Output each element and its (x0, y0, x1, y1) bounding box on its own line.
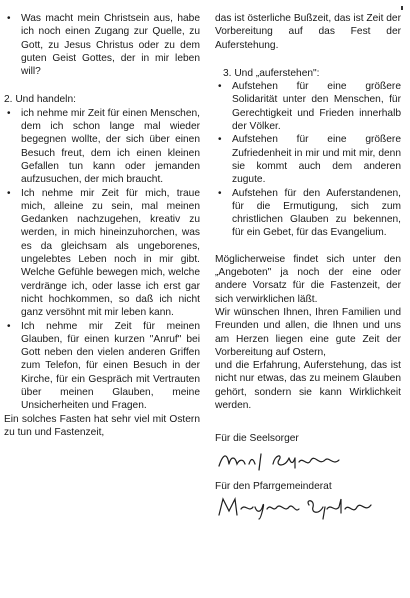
bullet-item-solidarity (215, 80, 401, 133)
bullet-text: Aufstehen für den Auferstandenen, für die Ermutigung, sich zum christlichen Glauben zu bekennen, für ein Gebet, für das Evangelium. (232, 187, 401, 239)
bullet-icon: • (7, 187, 11, 199)
bullet-text: Was macht mein Christsein aus, habe ich noch einen Zugang zur Quelle, zu Gott, zu Jesus Christus oder zu dem guten Geist Gottes, der in mir leben will? (21, 13, 200, 78)
bullet-item-risen (215, 187, 401, 240)
margin-mark (401, 6, 403, 10)
bullet-icon: • (7, 13, 11, 24)
section-heading-3: 3. Und „auferstehen": (223, 67, 320, 79)
bullet-icon: • (218, 81, 222, 93)
paragraph-wishes: Wir wünschen Ihnen, Ihren Familien und Freunden und allen, die Ihnen und uns am Herzen liegen eine gute Zeit der Vorbereitung auf Ostern, (215, 306, 401, 358)
bullet-item-faith (4, 320, 200, 413)
bullet-text: Aufstehen für eine größere Solidarität unter den Menschen, für Gerechtigkeit und Frieden innerhalb der Völker. (232, 81, 401, 133)
bullet-text: Ich nehme mir Zeit für mich, traue mich, alleine zu sein, mal meinen Gedanken nachzugehen, kreativ zu werden, in mich hineinzuhorchen, was es da gleichsam als ungeborenes, ungelebtes Leben noch in mir gibt. Welche Gefühle bewegen mich, welche verdränge ich, oder lasse ich erst gar nicht hochkommen, so daß ich nicht ganz versöhnt mit mir leben kann. (21, 187, 200, 319)
handwritten-signature-clergy (215, 446, 355, 474)
bullet-item-person (4, 107, 200, 187)
left-column (4, 12, 200, 439)
bullet-item-contentment (215, 133, 401, 186)
right-column (215, 12, 401, 521)
bullet-text: Ich nehme mir Zeit für meinen Glauben, für einen kurzen "Anruf" bei Gott neben den vielen anderen Griffen zum Telefon, für einen Besuch in der Kirche, für ein Gespräch mit Vertrauten über meinen Glauben, meine Unsicherheiten und Fragen. (21, 320, 200, 412)
bullet-text: ich nehme mir Zeit für einen Menschen, dem ich schon lange mal wieder begegnen wollte, der sich über einen Besuch freut, dem ich einen kleinen Gefallen tun kann oder jemanden aufzusuchen, der mich braucht. (21, 107, 200, 186)
signature-label-clergy: Für die Seelsorger (215, 433, 299, 445)
closing-sentence: Ein solches Fasten hat sehr viel mit Ostern zu tun und Fastenzeit, (4, 413, 200, 438)
bullet-icon: • (218, 134, 222, 146)
bullet-item-self (4, 187, 200, 320)
bullet-text: Aufstehen für eine größere Zufriedenheit in mir und mit mir, denn sie kommt auch dem anderen zugute. (232, 134, 401, 186)
bullet-icon: • (7, 107, 11, 119)
bullet-item-question (4, 12, 200, 78)
handwritten-signature-council (215, 493, 375, 521)
bullet-icon: • (7, 320, 11, 332)
paragraph-offers: Möglicherweise findet sich unter den „Angeboten" ja noch der eine oder andere Vorsatz für die Fastenzeit, der sich verwirklichen läßt. (215, 253, 401, 305)
bullet-icon: • (218, 187, 222, 199)
paragraph-experience: und die Erfahrung, Auferstehung, das ist nicht nur etwas, das zu meinem Glauben gehört, sondern sie kann Wirklichkeit werden. (215, 360, 401, 412)
signature-clergy (215, 446, 401, 474)
continuation-text: das ist österliche Bußzeit, das ist Zeit der Vorbereitung auf das Fest der Auferstehung. (215, 13, 401, 51)
signature-label-council: Für den Pfarrgemeinderat (215, 480, 332, 492)
section-heading-2: 2. Und handeln: (4, 94, 76, 106)
signature-council (215, 493, 401, 521)
